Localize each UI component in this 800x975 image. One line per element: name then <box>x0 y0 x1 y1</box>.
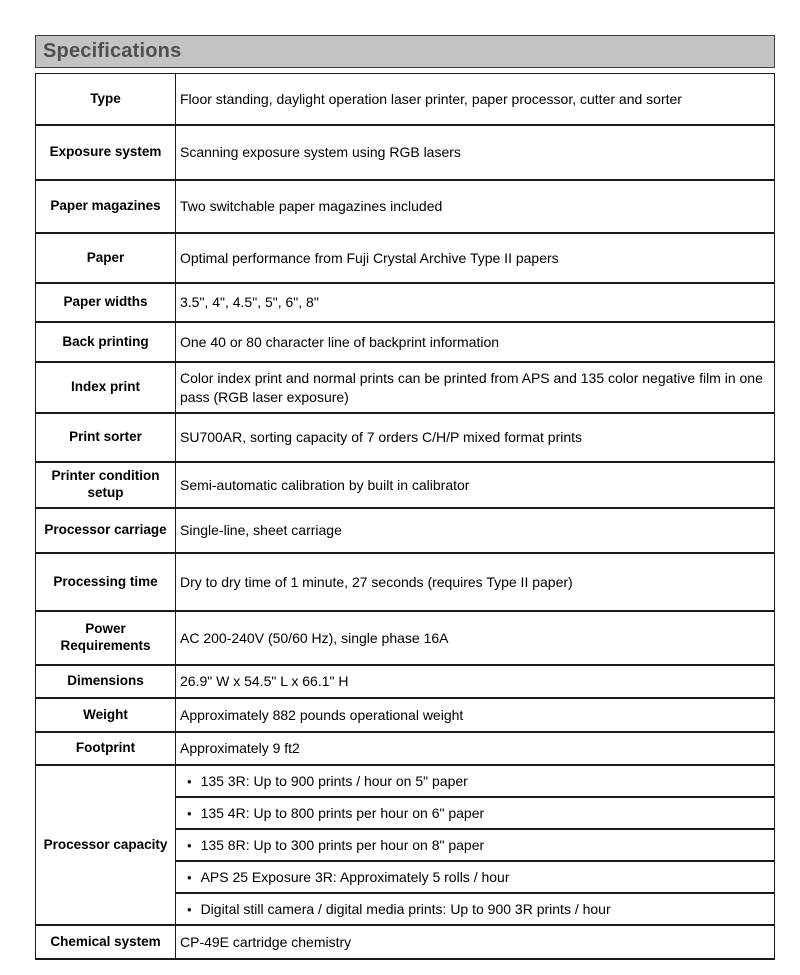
spec-label: Print sorter <box>36 414 176 461</box>
list-item-text: 135 8R: Up to 300 prints per hour on 8" paper <box>200 837 485 853</box>
table-row <box>36 363 774 414</box>
spec-value: Floor standing, daylight operation laser printer, paper processor, cutter and sorter <box>180 90 682 107</box>
list-item <box>176 862 774 894</box>
bullet-icon: • <box>187 773 192 789</box>
table-row <box>36 699 774 733</box>
spec-value: SU700AR, sorting capacity of 7 orders C/H/P mixed format prints <box>180 429 583 446</box>
spec-label: Index print <box>36 363 176 412</box>
table-row <box>36 284 774 323</box>
table-row <box>36 509 774 554</box>
spec-value: Optimal performance from Fuji Crystal Archive Type II papers <box>180 249 559 266</box>
bullet-icon: • <box>187 869 192 885</box>
spec-value: 26.9" W x 54.5" L x 66.1" H <box>180 673 349 690</box>
capacity-list <box>176 766 774 924</box>
spec-label: Printer condition setup <box>36 463 176 507</box>
list-item-text: APS 25 Exposure 3R: Approximately 5 rolls / hour <box>200 869 510 885</box>
spec-label: Paper widths <box>36 284 176 321</box>
table-row <box>36 181 774 234</box>
table-row <box>36 234 774 284</box>
spec-value: One 40 or 80 character line of backprint information <box>180 333 500 350</box>
spec-value: Approximately 882 pounds operational weight <box>180 706 464 723</box>
spec-label: Weight <box>36 699 176 731</box>
table-row-processor-capacity <box>36 766 774 926</box>
table-row <box>36 666 774 699</box>
spec-value: Scanning exposure system using RGB lasers <box>180 144 461 161</box>
spec-label: Exposure system <box>36 126 176 179</box>
list-item <box>176 798 774 830</box>
spec-sheet <box>35 35 775 960</box>
bullet-icon: • <box>187 901 192 917</box>
table-row <box>36 463 774 509</box>
spec-value: Semi-automatic calibration by built in calibrator <box>180 476 470 493</box>
spec-value: Dry to dry time of 1 minute, 27 seconds (requires Type II paper) <box>180 573 573 590</box>
bullet-icon: • <box>187 805 192 821</box>
spec-label: Footprint <box>36 733 176 764</box>
spec-value: Approximately 9 ft2 <box>180 740 300 757</box>
list-item <box>176 830 774 862</box>
section-title: Specifications <box>35 35 775 68</box>
table-row <box>36 733 774 766</box>
spec-value: Color index print and normal prints can be printed from APS and 135 color negative film in one pass (RGB laser exposure) <box>180 369 763 405</box>
table-row <box>36 323 774 363</box>
table-row <box>36 414 774 463</box>
spec-label: Processor carriage <box>36 509 176 552</box>
spec-value: Single-line, sheet carriage <box>180 522 342 539</box>
list-item-text: 135 3R: Up to 900 prints / hour on 5" paper <box>200 773 468 789</box>
spec-value: AC 200-240V (50/60 Hz), single phase 16A <box>180 629 449 646</box>
spec-label: Type <box>36 74 176 124</box>
spec-label: Paper magazines <box>36 181 176 232</box>
spec-label: Back printing <box>36 323 176 361</box>
table-row <box>36 126 774 181</box>
list-item <box>176 894 774 924</box>
list-item <box>176 766 774 798</box>
spec-label: Processing time <box>36 554 176 610</box>
spec-label: Chemical system <box>36 926 176 958</box>
spec-value: 3.5", 4", 4.5", 5", 6", 8" <box>180 294 319 311</box>
spec-label: Dimensions <box>36 666 176 697</box>
table-row <box>36 74 774 126</box>
list-item-text: Digital still camera / digital media prints: Up to 900 3R prints / hour <box>200 901 611 917</box>
spec-value: Two switchable paper magazines included <box>180 198 443 215</box>
table-row <box>36 612 774 666</box>
spec-label: Processor capacity <box>36 766 176 924</box>
bullet-icon: • <box>187 837 192 853</box>
spec-label: Paper <box>36 234 176 282</box>
table-row <box>36 554 774 612</box>
list-item-text: 135 4R: Up to 800 prints per hour on 6" paper <box>200 805 485 821</box>
specifications-table <box>35 73 775 960</box>
spec-value: CP-49E cartridge chemistry <box>180 933 352 950</box>
spec-label: Power Requirements <box>36 612 176 664</box>
table-row <box>36 926 774 958</box>
